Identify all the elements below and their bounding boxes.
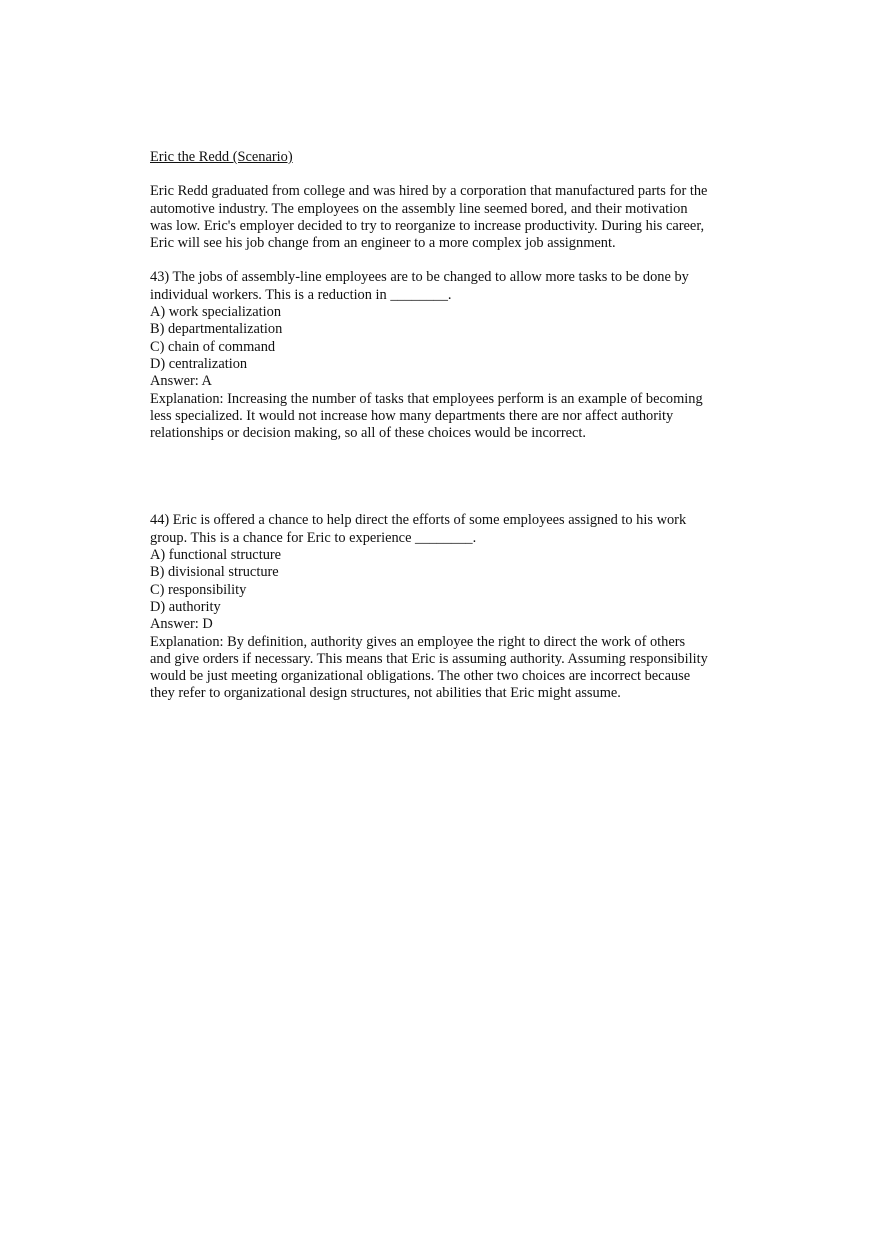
answer-option: A) functional structure <box>150 547 282 564</box>
question-43 <box>150 269 740 442</box>
answer-option: D) authority <box>150 598 221 615</box>
document-page <box>150 149 740 703</box>
scenario-line: Eric will see his job change from an engineer to a more complex job assignment. <box>150 235 616 252</box>
scenario-line: automotive industry. The employees on the assembly line seemed bored, and their motivation <box>150 200 688 217</box>
explanation-line: relationships or decision making, so all of these choices would be incorrect. <box>150 425 586 442</box>
question-stem-line: group. This is a chance for Eric to experience ________. <box>150 529 477 546</box>
explanation-line: would be just meeting organizational obligations. The other two choices are incorrect because <box>150 668 691 685</box>
scenario-line: was low. Eric's employer decided to try to reorganize to increase productivity. During his career, <box>150 217 705 234</box>
explanation-line: less specialized. It would not increase how many departments there are nor affect authority <box>150 407 674 424</box>
explanation-line: Explanation: Increasing the number of tasks that employees perform is an example of becoming <box>150 390 703 407</box>
answer-option: C) responsibility <box>150 581 247 598</box>
explanation-line: and give orders if necessary. This means that Eric is assuming authority. Assuming responsibility <box>150 650 708 667</box>
explanation-line: they refer to organizational design structures, not abilities that Eric might assume. <box>150 685 621 702</box>
answer-key: Answer: A <box>150 373 212 390</box>
question-stem-line: individual workers. This is a reduction in ________. <box>150 286 452 303</box>
scenario-line: Eric Redd graduated from college and was hired by a corporation that manufactured parts for the <box>150 183 708 200</box>
explanation-line: Explanation: By definition, authority gives an employee the right to direct the work of others <box>150 633 686 650</box>
scenario-paragraph <box>150 183 740 252</box>
scenario-title: Eric the Redd (Scenario) <box>150 149 293 165</box>
answer-key: Answer: D <box>150 616 213 633</box>
answer-option: B) departmentalization <box>150 321 283 338</box>
question-stem-line: 43) The jobs of assembly-line employees are to be changed to allow more tasks to be done by <box>150 269 689 286</box>
answer-option: D) centralization <box>150 355 248 372</box>
answer-option: A) work specialization <box>150 304 282 321</box>
answer-option: B) divisional structure <box>150 564 279 581</box>
question-44 <box>150 512 740 702</box>
answer-option: C) chain of command <box>150 338 276 355</box>
question-stem-line: 44) Eric is offered a chance to help direct the efforts of some employees assigned to his work <box>150 512 687 529</box>
